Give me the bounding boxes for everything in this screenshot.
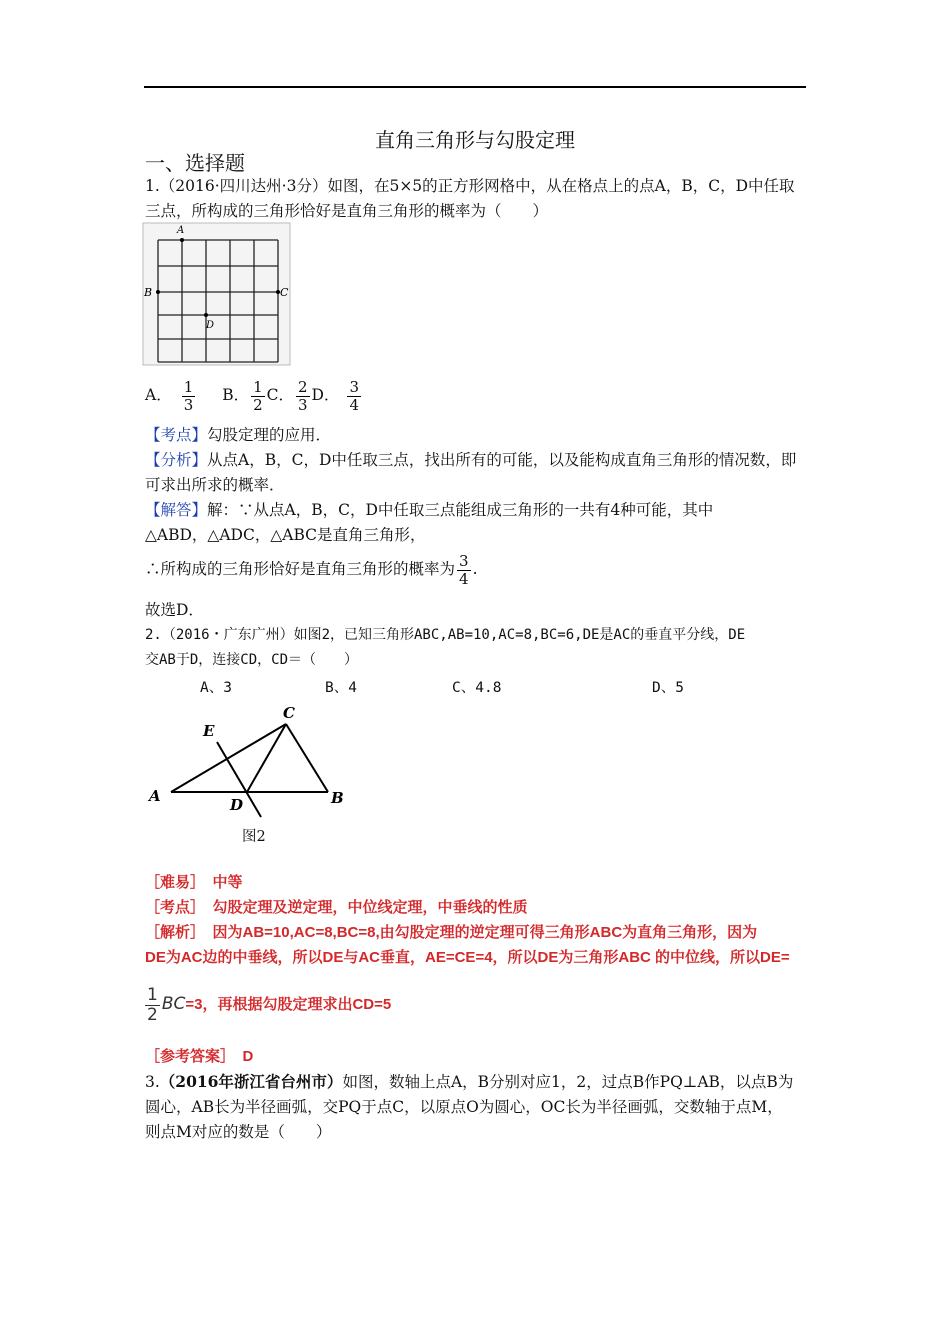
q3-line1-text: 如图，数轴上点A，B分别对应1，2，过点B作PQ⊥AB，以点B为 bbox=[342, 1073, 794, 1091]
q1-stem-line1: 1.（2016·四川达州·3分）如图，在5×5的正方形网格中，从在格点上的点A，B，C，D中任取 bbox=[145, 177, 795, 195]
q3-stem-line3: 则点M对应的数是（ ） bbox=[145, 1123, 332, 1141]
option-a-den: 3 bbox=[183, 395, 194, 414]
q1-options bbox=[145, 374, 363, 416]
q1-jieda bbox=[145, 499, 713, 521]
q2-stem-line1: 2.（2016・广东广州）如图2，已知三角形ABC,AB=10,AC=8,BC=6,DE是AC的垂直平分线，DE bbox=[145, 627, 746, 643]
option-d-fraction bbox=[347, 379, 361, 414]
jieda-period: . bbox=[472, 560, 478, 578]
option-d-num: 3 bbox=[349, 377, 360, 396]
q2-option-b[interactable]: B、4 bbox=[325, 680, 357, 696]
jiexi-den: 2 bbox=[147, 1004, 158, 1025]
option-b[interactable] bbox=[222, 377, 266, 414]
q1-jieda-line2: △ABD，△ADC，△ABC是直角三角形， bbox=[145, 526, 426, 544]
option-b-den: 2 bbox=[253, 395, 263, 414]
option-a[interactable] bbox=[145, 377, 197, 414]
jieda-fraction bbox=[457, 553, 471, 588]
jieda-text-line3: ∴所构成的三角形恰好是直角三角形的概率为 bbox=[145, 560, 456, 578]
option-d-den: 4 bbox=[349, 395, 360, 414]
q3-number: 3. bbox=[145, 1073, 160, 1091]
grid-border bbox=[143, 223, 290, 365]
option-a-label: A． bbox=[145, 386, 172, 404]
option-b-fraction bbox=[251, 379, 265, 414]
section-heading: 一、选择题 bbox=[145, 151, 245, 175]
q3-stem-line2: 圆心，AB长为半径画弧，交PQ于点C，以原点O为圆心，OC长为半径画弧，交数轴于点M， bbox=[145, 1098, 783, 1116]
page-title: 直角三角形与勾股定理 bbox=[375, 128, 575, 152]
q2-option-a[interactable]: A、3 bbox=[200, 680, 232, 696]
option-c-label: C． bbox=[266, 386, 294, 404]
label-c: C bbox=[280, 286, 289, 299]
q2-triangle-figure bbox=[145, 700, 355, 820]
q2-jiexi-line2: DE为AC边的中垂线，所以DE与AC垂直，AE=CE=4，所以DE为三角形ABC 的中位线，所以DE= bbox=[145, 949, 790, 966]
q1-stem-line2: 三点，所构成的三角形恰好是直角三角形的概率为（ ） bbox=[145, 202, 549, 220]
q1-kaodian bbox=[145, 424, 331, 446]
q2-nanyi: ［难易］ 中等 bbox=[145, 874, 243, 891]
option-d[interactable] bbox=[311, 377, 363, 414]
point-a bbox=[180, 238, 184, 242]
option-c-fraction bbox=[296, 379, 310, 414]
q1-answer: 故选D． bbox=[145, 601, 204, 619]
jiexi-num: 1 bbox=[147, 984, 158, 1005]
triangle-lines bbox=[171, 724, 328, 817]
option-a-fraction bbox=[182, 379, 196, 414]
fenxi-tag: 【分析】 bbox=[145, 451, 208, 469]
q2-jiexi-line3 bbox=[145, 984, 391, 1025]
jieda-num: 3 bbox=[459, 551, 469, 570]
jieda-text-line1: 解：∵从点A，B，C，D中任取三点能组成三角形的一共有4种可能，其中 bbox=[207, 501, 714, 519]
top-rule bbox=[144, 86, 806, 88]
q1-grid-figure bbox=[142, 222, 292, 367]
point-b bbox=[156, 290, 160, 294]
q3-source: （2016年浙江省台州市） bbox=[159, 1072, 343, 1091]
jieda-den: 4 bbox=[459, 569, 469, 588]
kaodian-text: 勾股定理的应用． bbox=[207, 426, 332, 444]
q1-fenxi-line2: 可求出所求的概率． bbox=[145, 476, 285, 494]
q1-jieda-line3 bbox=[145, 549, 478, 589]
option-c[interactable] bbox=[266, 377, 312, 414]
q3-stem-line1 bbox=[145, 1071, 793, 1093]
label-d: D bbox=[206, 320, 215, 331]
q2-option-c[interactable]: C、4.8 bbox=[452, 680, 502, 696]
option-c-den: 3 bbox=[298, 395, 308, 414]
q2-figure-caption: 图2 bbox=[242, 829, 266, 845]
jiexi-text-line3: =3，再根据勾股定理求出CD=5 bbox=[185, 996, 392, 1013]
label-a: A bbox=[177, 225, 185, 236]
fig-label-e: E bbox=[203, 722, 215, 740]
jiexi-var: BC bbox=[161, 994, 186, 1014]
kaodian-tag: 【考点】 bbox=[145, 426, 208, 444]
q2-stem-line2: 交AB于D，连接CD，CD＝（ ） bbox=[145, 652, 359, 668]
option-b-num: 1 bbox=[253, 377, 263, 396]
fig-label-a: A bbox=[149, 787, 161, 805]
option-a-num: 1 bbox=[183, 377, 194, 396]
q1-fenxi bbox=[145, 449, 796, 471]
jieda-tag: 【解答】 bbox=[145, 501, 208, 519]
label-b: B bbox=[144, 286, 153, 299]
fenxi-text-line1: 从点A，B，C，D中任取三点，找出所有的可能，以及能构成直角三角形的情况数，即 bbox=[207, 451, 797, 469]
option-c-num: 2 bbox=[298, 377, 308, 396]
q2-kaodian: ［考点］ 勾股定理及逆定理，中位线定理，中垂线的性质 bbox=[145, 899, 528, 916]
q2-option-d[interactable]: D、5 bbox=[652, 680, 684, 696]
option-d-label: D． bbox=[311, 386, 340, 404]
fig-label-b: B bbox=[331, 789, 344, 807]
fig-label-d: D bbox=[230, 796, 244, 814]
option-b-label: B． bbox=[222, 386, 250, 404]
jiexi-fraction bbox=[145, 986, 160, 1025]
fig-label-c: C bbox=[283, 704, 295, 722]
point-d bbox=[204, 313, 208, 317]
q2-answer: ［参考答案］ D bbox=[145, 1048, 254, 1065]
q2-jiexi-line1: ［解析］ 因为AB=10,AC=8,BC=8,由勾股定理的逆定理可得三角形ABC为直角三角形，因为 bbox=[145, 924, 758, 941]
